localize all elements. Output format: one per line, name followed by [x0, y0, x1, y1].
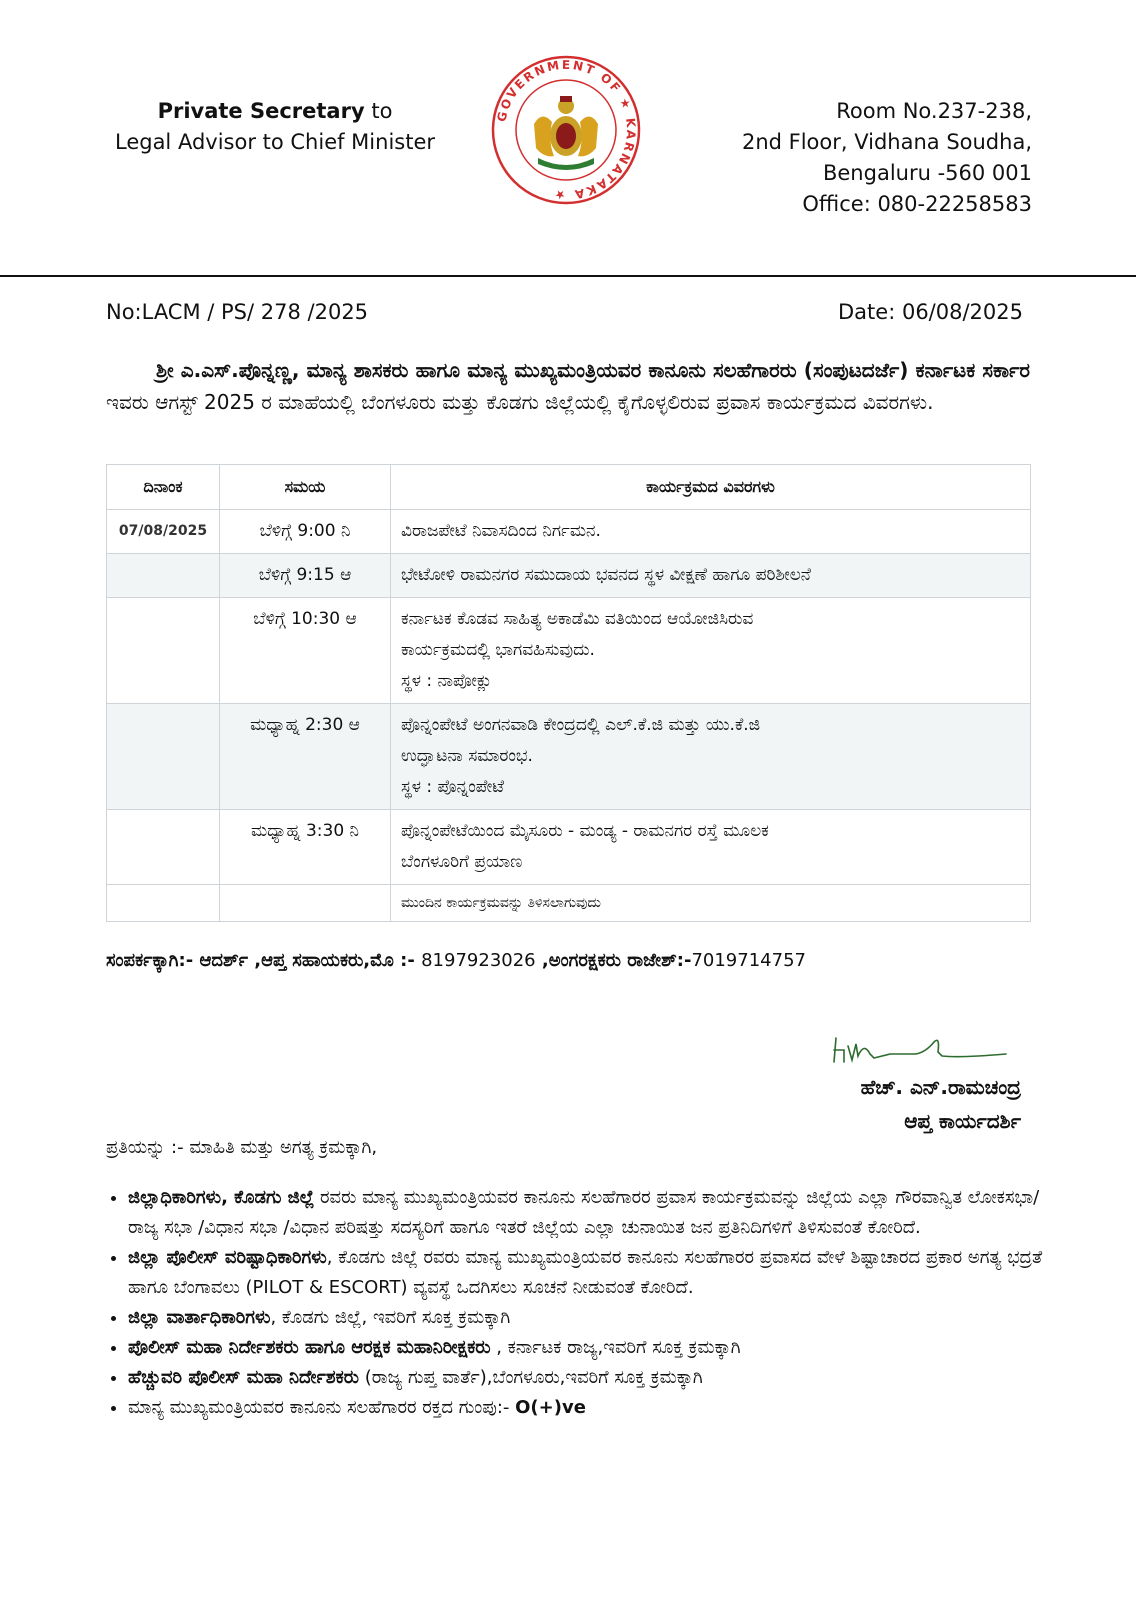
- recipient-bold: ಜಿಲ್ಲಾ ಪೊಲೀಸ್ ವರಿಷ್ಟಾಧಿಕಾರಿಗಳು: [128, 1247, 327, 1268]
- intro-rest: ಇವರು ಆಗಸ್ಟ್ 2025 ರ ಮಾಹೆಯಲ್ಲಿ ಬೆಂಗಳೂರು ಮತ್ತು ಕೊಡಗು ಜಿಲ್ಲೆಯಲ್ಲಿ ಕೈಗೊಳ್ಳಲಿರುವ ಪ್ರವಾಸ ಕಾರ್ಯಕ್ರಮದ ವಿವರಗಳು.: [106, 390, 934, 414]
- list-item: [128, 1183, 1058, 1243]
- signatory-designation: ಆಪ್ತ ಕಾರ್ಯದರ್ಶಿ: [904, 1109, 1021, 1133]
- header-divider: [0, 275, 1136, 277]
- detail-line: ವಿರಾಜಪೇಟೆ ನಿವಾಸದಿಂದ ನಿರ್ಗಮನ.: [401, 521, 601, 541]
- signatory-name: ಹೆಚ್. ಎನ್.ರಾಮಚಂದ್ರ: [860, 1075, 1021, 1099]
- recipient-bold: ಜಿಲ್ಲಾಧಿಕಾರಿಗಳು, ಕೊಡಗು ಜಿಲ್ಲೆ: [128, 1187, 315, 1208]
- signature-image: [830, 1032, 1010, 1072]
- address-line-phone: Office: 080-22258583: [802, 192, 1032, 216]
- address-line-floor: 2nd Floor, Vidhana Soudha,: [741, 130, 1032, 154]
- footer-empty-time: [220, 885, 391, 922]
- recipient-text: , ಕೊಡಗು ಜಿಲ್ಲೆ ರವರು ಮಾನ್ಯ ಮುಖ್ಯಮಂತ್ರಿಯವರ ಕಾನೂನು ಸಲಹೆಗಾರರ ಪ್ರವಾಸದ ವೇಳೆ ಶಿಷ್ಟಾಚಾರದ ಪ್ರಕಾರ ಅಗತ್ಯ ಭದ್ರತೆ ಹಾಗೂ ಬೆಂಗಾವಲು (PILOT & ESCORT) ವ್ಯವಸ್ಥೆ ಒದಗಿಸಲು ಸೂಚನೆ ನೀಡುವಂತೆ ಕೋರಿದೆ.: [128, 1247, 1043, 1298]
- recipient-bold: ಜಿಲ್ಲಾ ವಾರ್ತಾಧಿಕಾರಿಗಳು: [128, 1307, 271, 1328]
- contact-line: [106, 950, 806, 971]
- row-date: [107, 810, 220, 885]
- sender-title: [105, 96, 445, 127]
- recipient-text: ಮಾನ್ಯ ಮುಖ್ಯಮಂತ್ರಿಯವರ ಕಾನೂನು ಸಲಹೆಗಾರರ ರಕ್ತದ ಗುಂಪು:-: [128, 1397, 516, 1418]
- footer-note: ಮುಂದಿನ ಕಾರ್ಯಕ್ರಮವನ್ನು ತಿಳಿಸಲಾಗುವುದು: [391, 885, 1031, 922]
- row-date: [107, 704, 220, 810]
- detail-line: ಪೊನ್ನಂಪೇಟೆ ಅಂಗನವಾಡಿ ಕೇಂದ್ರದಲ್ಲಿ ಎಲ್.ಕೆ.ಜಿ ಮತ್ತು ಯು.ಕೆ.ಜಿ: [401, 715, 761, 735]
- contact-label: ಸಂಪರ್ಕಕ್ಕಾಗಿ:- ಆದರ್ಶ್ ,ಆಪ್ತ ಸಹಾಯಕರು,ಮೊ :-: [106, 950, 422, 971]
- row-details: [391, 810, 1031, 885]
- recipient-text: (ರಾಜ್ಯ ಗುಪ್ತ ವಾರ್ತೆ),ಬೆಂಗಳೂರು,ಇವರಿಗೆ ಸೂಕ್ತ ಕ್ರಮಕ್ಕಾಗಿ: [359, 1367, 703, 1388]
- row-details: [391, 598, 1031, 704]
- intro-bold: ಶ್ರೀ ಎ.ಎಸ್.ಪೊನ್ನಣ್ಣ, ಮಾನ್ಯ ಶಾಸಕರು ಹಾಗೂ ಮಾನ್ಯ ಮುಖ್ಯಮಂತ್ರಿಯವರ ಕಾನೂನು ಸಲಹೆಗಾರರು (ಸಂಪುಟದರ್ಜೆ) ಕರ್ನಾಟಕ ಸರ್ಕಾರ: [156, 358, 1030, 382]
- schedule-table: [106, 464, 1031, 922]
- row-date: [107, 598, 220, 704]
- recipient-list: [106, 1183, 1058, 1423]
- list-item: [128, 1333, 1058, 1363]
- row-time: ಬೆಳಿಗ್ಗೆ 9:15 ಆ: [220, 554, 391, 598]
- address-line-city: Bengaluru -560 001: [822, 161, 1032, 185]
- col-header-details: ಕಾರ್ಯಕ್ರಮದ ವಿವರಗಳು: [391, 465, 1031, 510]
- intro-paragraph: [106, 354, 1030, 418]
- svg-text:GOVERNMENT OF ★ KARNATAKA ★: GOVERNMENT OF ★ KARNATAKA ★: [494, 57, 639, 203]
- table-row: [107, 554, 1031, 598]
- list-item: [128, 1303, 1058, 1333]
- sender-subtitle: Legal Advisor to Chief Minister: [114, 130, 436, 154]
- letter-date: Date: 06/08/2025: [838, 300, 1023, 324]
- detail-line: ಬೆಂಗಳೂರಿಗೆ ಪ್ರಯಾಣ: [401, 852, 523, 872]
- table-header-row: [107, 465, 1031, 510]
- detail-line: ಕರ್ನಾಟಕ ಕೊಡವ ಸಾಹಿತ್ಯ ಅಕಾಡೆಮಿ ವತಿಯಿಂದ ಆಯೋಜಿಸಿರುವ: [401, 609, 754, 629]
- sender-title-rest: to: [364, 99, 393, 123]
- row-time: ಮಧ್ಯಾಹ್ನ 2:30 ಆ: [220, 704, 391, 810]
- row-time: ಬೆಳಿಗ್ಗೆ 10:30 ಆ: [220, 598, 391, 704]
- row-date: 07/08/2025: [107, 510, 220, 554]
- row-details: [391, 704, 1031, 810]
- address-block: [692, 96, 1032, 220]
- address-line-room: Room No.237-238,: [836, 99, 1032, 123]
- row-details: [391, 510, 1031, 554]
- table-row: [107, 598, 1031, 704]
- row-time: ಮಧ್ಯಾಹ್ನ 3:30 ನಿ: [220, 810, 391, 885]
- row-date: [107, 554, 220, 598]
- detail-line: ಸ್ಥಳ : ನಾಪೋಕ್ಲು: [401, 671, 492, 691]
- table-row: [107, 704, 1031, 810]
- footer-empty-date: [107, 885, 220, 922]
- contact-phone-2: 7019714757: [691, 950, 806, 971]
- list-item: [128, 1393, 1058, 1423]
- contact-mid: ,ಅಂಗರಕ್ಷಕರು ರಾಜೇಶ್:-: [535, 950, 692, 971]
- table-footer-row: [107, 885, 1031, 922]
- recipient-bold: ಪೊಲೀಸ್ ಮಹಾ ನಿರ್ದೇಶಕರು ಹಾಗೂ ಆರಕ್ಷಕ ಮಹಾನಿರೀಕ್ಷಕರು: [128, 1337, 491, 1358]
- row-details: [391, 554, 1031, 598]
- list-item: [128, 1243, 1058, 1303]
- signatory-block: [861, 1070, 1021, 1138]
- copy-to-line: ಪ್ರತಿಯನ್ನು :- ಮಾಹಿತಿ ಮತ್ತು ಅಗತ್ಯ ಕ್ರಮಕ್ಕಾಗಿ,: [106, 1137, 378, 1158]
- table-row: [107, 510, 1031, 554]
- reference-number: No:LACM / PS/ 278 /2025: [106, 300, 369, 324]
- sender-block: [105, 96, 445, 158]
- blood-group: O(+)ve: [515, 1397, 586, 1418]
- detail-line: ಭೇಟೋಳಿ ರಾಮನಗರ ಸಮುದಾಯ ಭವನದ ಸ್ಥಳ ವೀಕ್ಷಣೆ ಹಾಗೂ ಪರಿಶೀಲನೆ: [401, 565, 811, 585]
- government-seal-logo: [490, 54, 642, 206]
- row-time: ಬೆಳಿಗ್ಗೆ 9:00 ನಿ: [220, 510, 391, 554]
- table-row: [107, 810, 1031, 885]
- sender-title-bold: Private Secretary: [157, 99, 365, 123]
- recipient-text: ರವರು ಮಾನ್ಯ ಮುಖ್ಯಮಂತ್ರಿಯವರ ಕಾನೂನು ಸಲಹೆಗಾರರ ಪ್ರವಾಸ ಕಾರ್ಯಕ್ರಮವನ್ನು ಜಿಲ್ಲೆಯ ಎಲ್ಲಾ ಗೌರವಾನ್ವಿತ ಲೋಕಸಭಾ/ರಾಜ್ಯ ಸಭಾ /ವಿಧಾನ ಸಭಾ /ವಿಧಾನ ಪರಿಷತ್ತು ಸದಸ್ಯರಿಗೆ ಹಾಗೂ ಇತರೆ ಜಿಲ್ಲೆಯ ಎಲ್ಲಾ ಚುನಾಯಿತ ಜನ ಪ್ರತಿನಿದಿಗಳಿಗೆ ತಿಳಿಸುವಂತೆ ಕೋರಿದೆ.: [128, 1187, 1040, 1238]
- recipient-text: , ಕರ್ನಾಟಕ ರಾಜ್ಯ,ಇವರಿಗೆ ಸೂಕ್ತ ಕ್ರಮಕ್ಕಾಗಿ: [490, 1337, 741, 1358]
- detail-line: ಸ್ಥಳ : ಪೊನ್ನಂಪೇಟೆ: [401, 777, 505, 797]
- detail-line: ಉದ್ಘಾಟನಾ ಸಮಾರಂಭ.: [401, 746, 533, 766]
- recipient-text: , ಕೊಡಗು ಜಿಲ್ಲೆ, ಇವರಿಗೆ ಸೂಕ್ತ ಕ್ರಮಕ್ಕಾಗಿ: [270, 1307, 511, 1328]
- detail-line: ಪೊನ್ನಂಪೇಟೆಯಿಂದ ಮೈಸೂರು - ಮಂಡ್ಯ - ರಾಮನಗರ ರಸ್ತೆ ಮೂಲಕ: [401, 821, 769, 841]
- contact-phone-1: 8197923026: [421, 950, 536, 971]
- col-header-time: ಸಮಯ: [220, 465, 391, 510]
- list-item: [128, 1363, 1058, 1393]
- recipient-bold: ಹೆಚ್ಚುವರಿ ಪೊಲೀಸ್ ಮಹಾ ನಿರ್ದೇಶಕರು: [128, 1367, 360, 1388]
- col-header-date: ದಿನಾಂಕ: [107, 465, 220, 510]
- detail-line: ಕಾರ್ಯಕ್ರಮದಲ್ಲಿ ಭಾಗವಹಿಸುವುದು.: [401, 640, 595, 660]
